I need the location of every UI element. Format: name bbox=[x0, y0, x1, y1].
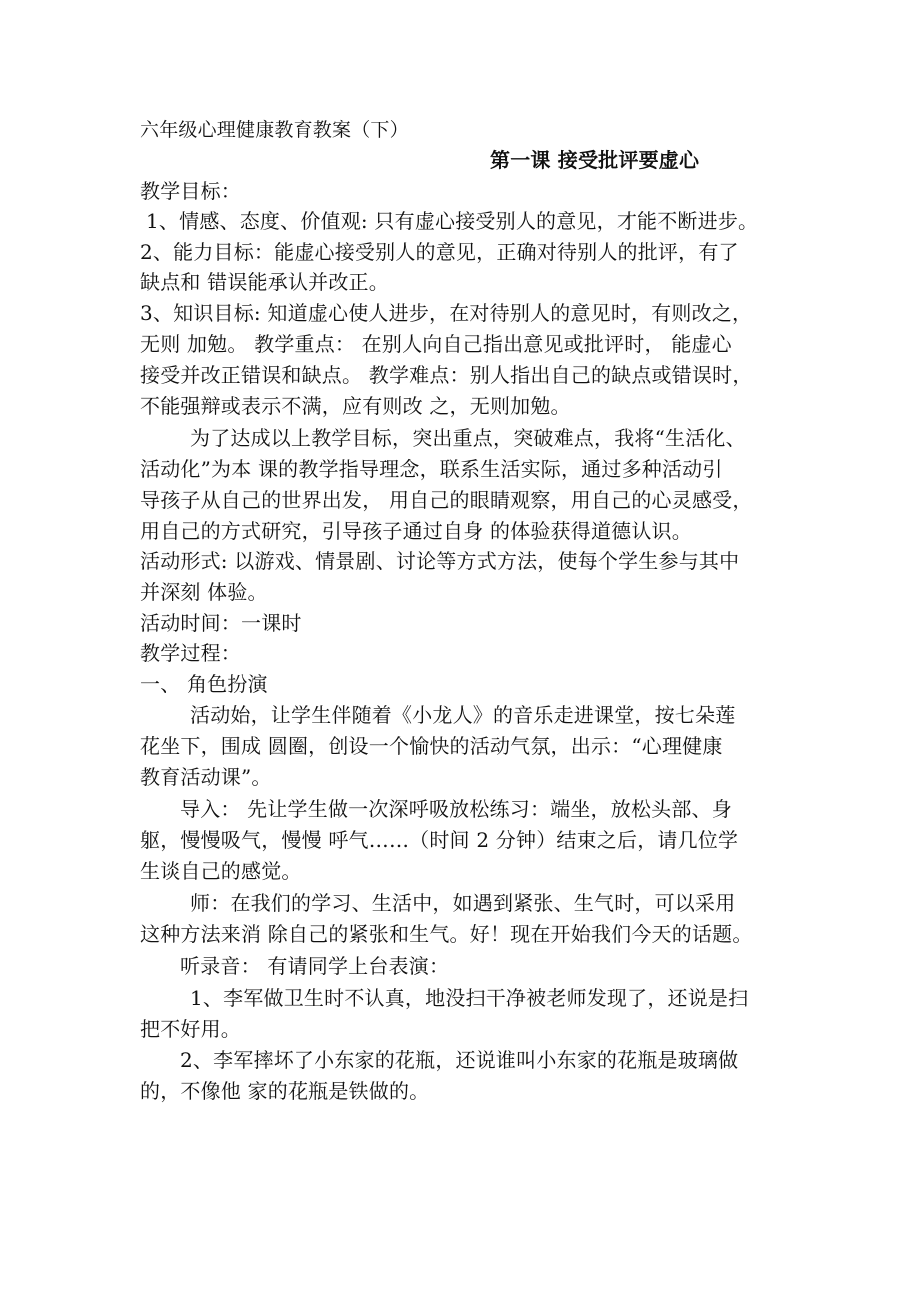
text-line: 听录音： 有请同学上台表演： bbox=[180, 954, 450, 978]
text-line: 这种方法来消 除自己的紧张和生气。好！现在开始我们今天的话题。 bbox=[140, 922, 753, 946]
text-line: 活动始，让学生伴随着《小龙人》的音乐走进课堂，按七朵莲 bbox=[190, 703, 736, 727]
text-line: 不能强辩或表示不满，应有则改 之，无则加勉。 bbox=[140, 394, 571, 418]
text-line: 无则 加勉。 教学重点： 在别人向自己指出意见或批评时， 能虚心 bbox=[140, 332, 732, 356]
text-line: 教育活动课”。 bbox=[140, 765, 272, 789]
text-line: 1、情感、态度、价值观: 只有虚心接受别人的意见，才能不断进步。 bbox=[146, 209, 759, 233]
text-line: 导入： 先让学生做一次深呼吸放松练习：端坐，放松头部、身 bbox=[180, 797, 732, 821]
text-line: 躯，慢慢吸气，慢慢 呼气……（时间 2 分钟）结束之后，请几位学 bbox=[140, 828, 739, 852]
text-line: 的，不像他 家的花瓶是铁做的。 bbox=[140, 1079, 430, 1103]
text-line: 为了达成以上教学目标，突出重点，突破难点，我将“生活化、 bbox=[190, 426, 746, 450]
text-line: 用自己的方式研究，引导孩子通过自身 的体验获得道德认识。 bbox=[140, 519, 692, 543]
text-line: 教学过程： bbox=[140, 641, 241, 665]
text-line: 花坐下，围成 圆圈，创设一个愉快的活动气氛，出示：“心理健康 bbox=[140, 734, 723, 758]
text-line: 并深刻 体验。 bbox=[140, 580, 268, 604]
text-line: 缺点和 错误能承认并改正。 bbox=[140, 270, 389, 294]
text-line: 导孩子从自己的世界出发， 用自己的眼睛观察，用自己的心灵感受， bbox=[140, 488, 753, 512]
text-line: 教学目标： bbox=[140, 179, 241, 203]
text-line: 活动时间：一课时 bbox=[140, 611, 302, 635]
text-line: 把不好用。 bbox=[140, 1017, 241, 1041]
text-line: 3、知识目标: 知道虚心使人进步，在对待别人的意见时，有则改之， bbox=[140, 301, 753, 325]
text-line: 活动化”为本 课的教学指导理念，联系生活实际，通过多种活动引 bbox=[140, 457, 723, 481]
text-line: 接受并改正错误和缺点。 教学难点：别人指出自己的缺点或错误时， bbox=[140, 363, 753, 387]
text-line: 2、能力目标：能虚心接受别人的意见，正确对待别人的批评，有了 bbox=[140, 240, 739, 264]
text-line: 师：在我们的学习、生活中，如遇到紧张、生气时，可以采用 bbox=[190, 891, 736, 915]
section-heading: 一、 角色扮演 bbox=[140, 672, 268, 696]
document-title: 六年级心理健康教育教案（下） bbox=[140, 119, 409, 141]
text-line: 生谈自己的感觉。 bbox=[140, 859, 302, 883]
lesson-title: 第一课 接受批评要虚心 bbox=[490, 148, 700, 172]
text-line: 1、李军做卫生时不认真，地没扫干净被老师发现了，还说是扫 bbox=[190, 986, 749, 1010]
text-line: 活动形式: 以游戏、情景剧、讨论等方式方法，使每个学生参与其中 bbox=[140, 549, 740, 573]
text-line: 2、李军摔坏了小东家的花瓶，还说谁叫小东家的花瓶是玻璃做 bbox=[180, 1048, 739, 1072]
